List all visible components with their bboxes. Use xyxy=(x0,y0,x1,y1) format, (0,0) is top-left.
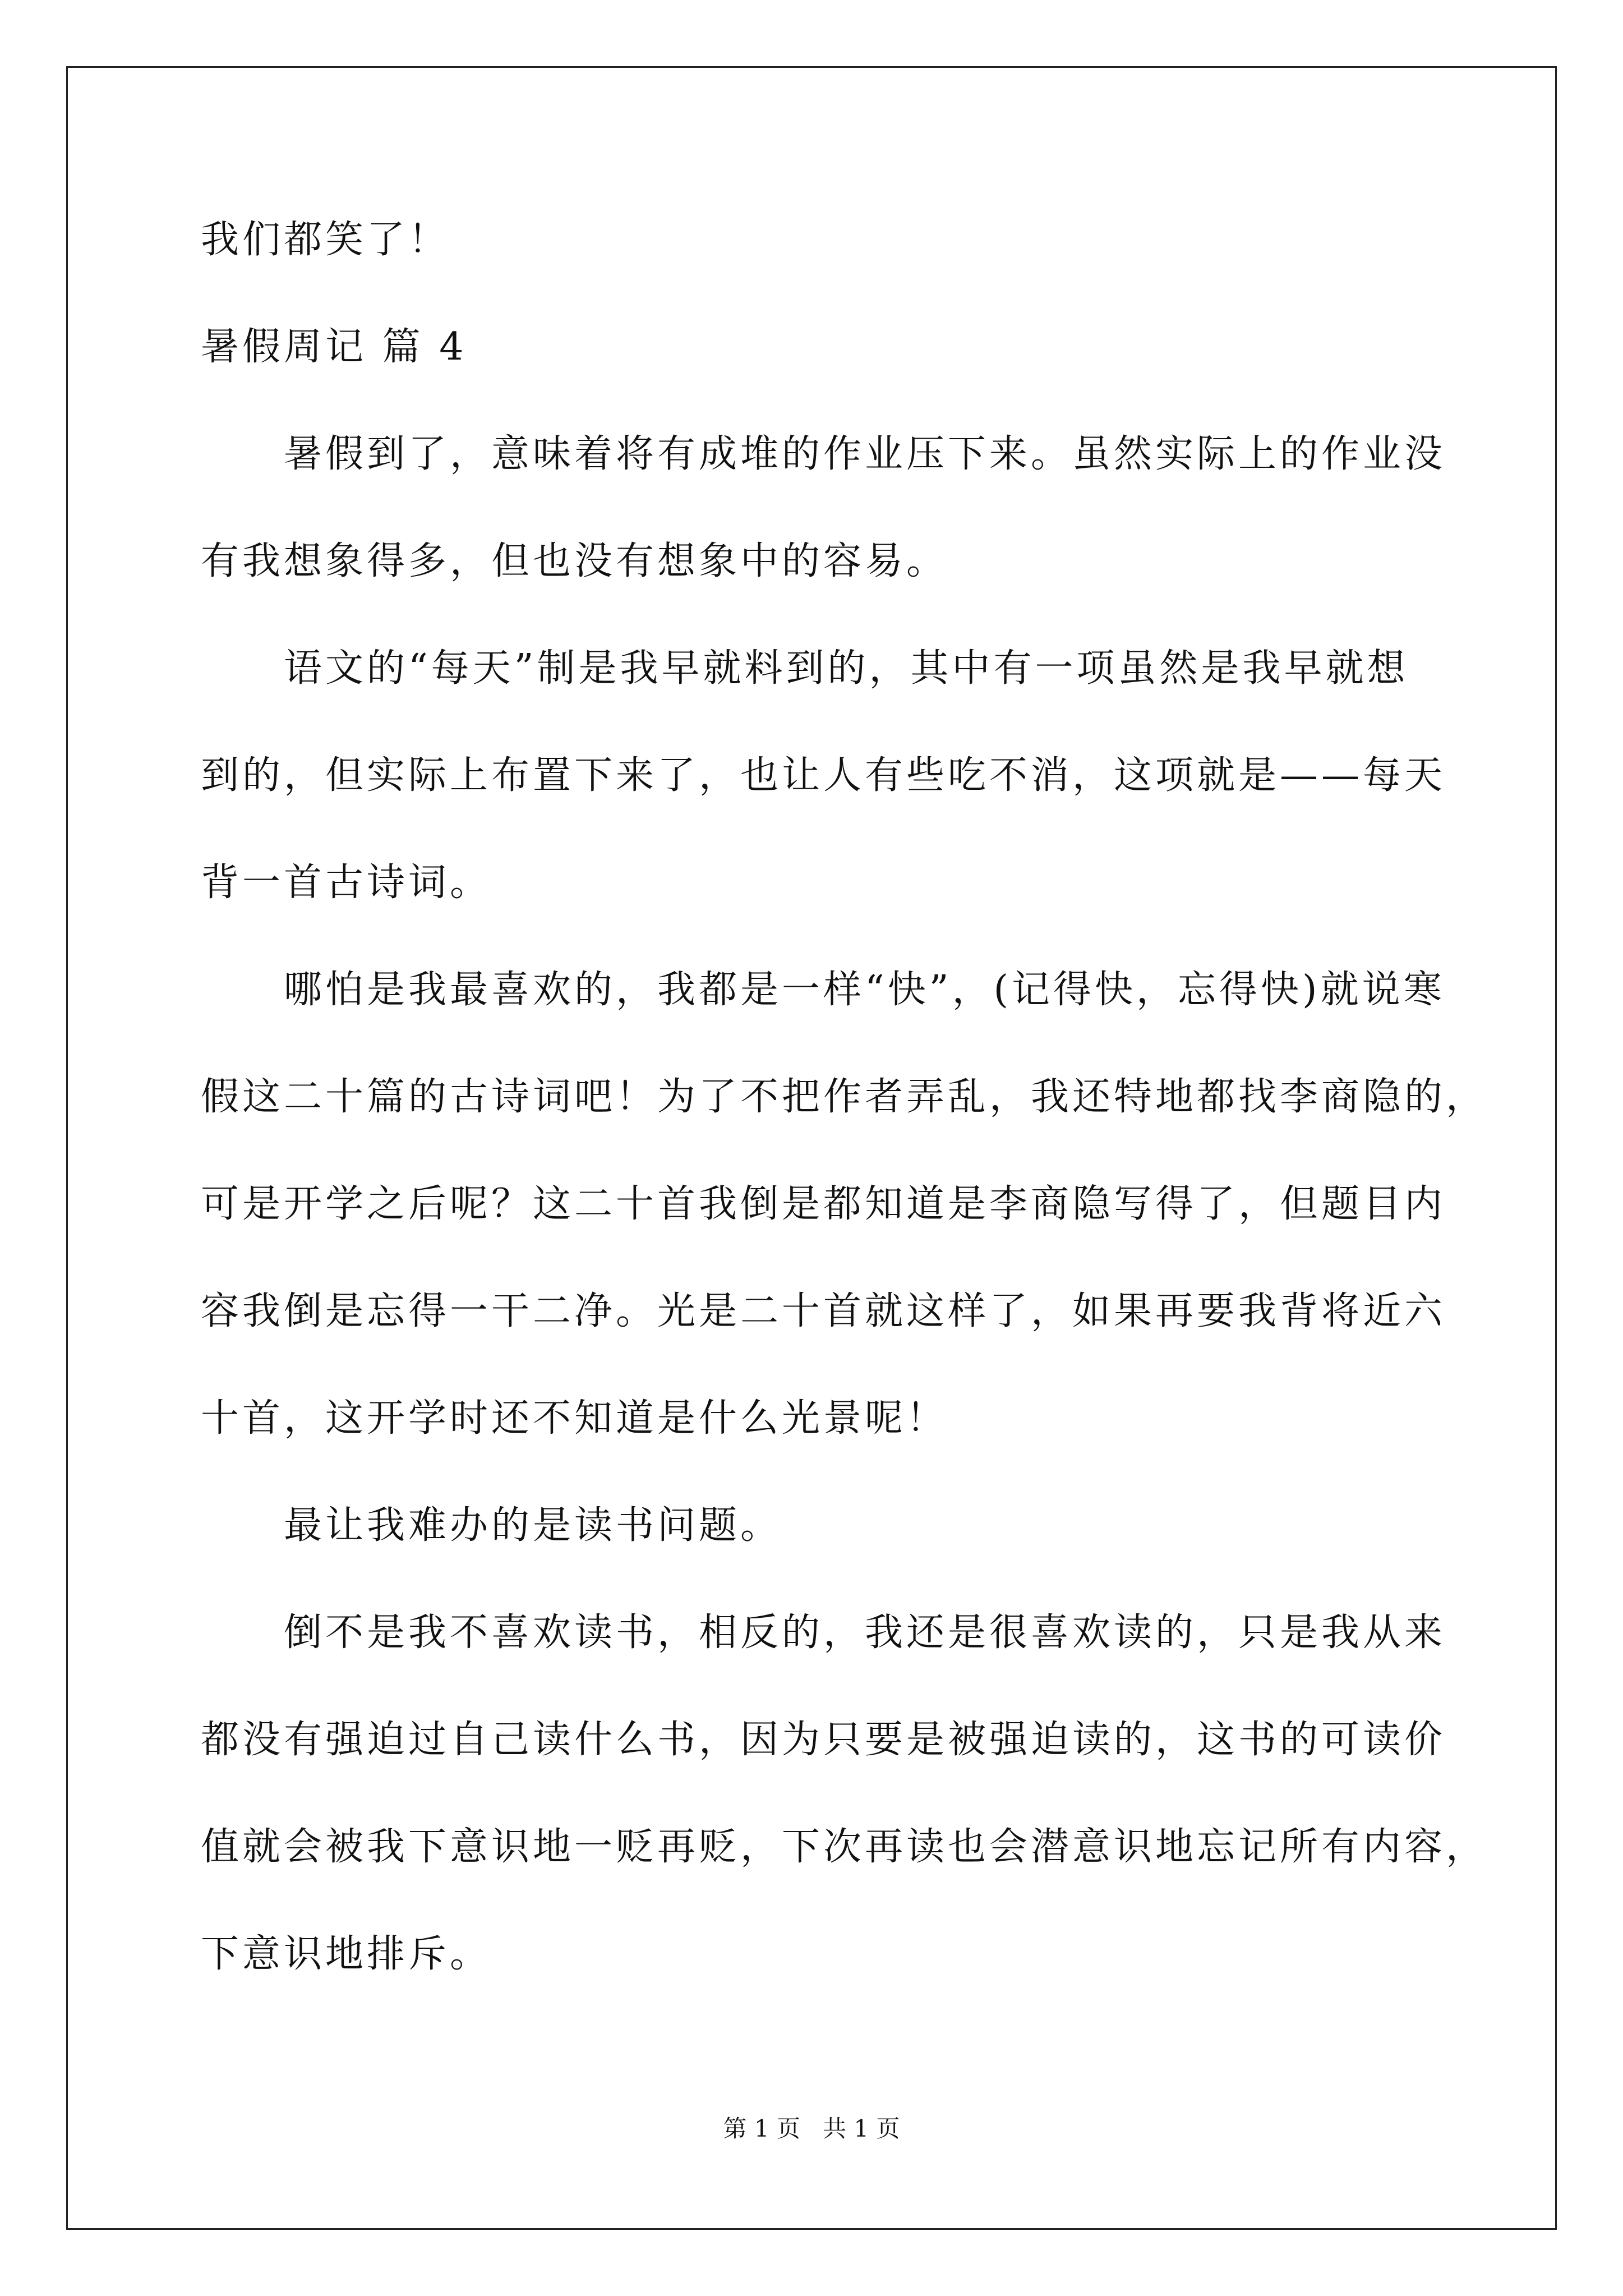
text-line: 哪怕是我最喜欢的，我都是一样“快”，(记得快，忘得快)就说寒 xyxy=(284,968,1445,1012)
text-line: 假这二十篇的古诗词吧！为了不把作者弄乱，我还特地都找李商隐的， xyxy=(201,1075,1488,1119)
text-line: 容我倒是忘得一干二净。光是二十首就这样了，如果再要我背将近六 xyxy=(201,1289,1446,1333)
section-heading: 暑假周记 篇 4 xyxy=(201,325,467,369)
text-line: 有我想象得多，但也没有想象中的容易。 xyxy=(201,539,948,583)
text-line: 语文的“每天”制是我早就料到的，其中有一项虽然是我早就想 xyxy=(284,646,1409,691)
text-line: 背一首古诗词。 xyxy=(201,861,492,905)
text-line: 十首，这开学时还不知道是什么光景呢！ xyxy=(201,1396,948,1441)
text-line: 暑假到了，意味着将有成堆的作业压下来。虽然实际上的作业没 xyxy=(284,432,1446,476)
text-line: 可是开学之后呢？这二十首我倒是都知道是李商隐写得了，但题目内 xyxy=(201,1182,1446,1226)
text-line: 值就会被我下意识地一贬再贬，下次再读也会潜意识地忘记所有内容， xyxy=(201,1825,1488,1869)
text-line: 倒不是我不喜欢读书，相反的，我还是很喜欢读的，只是我从来 xyxy=(284,1611,1446,1655)
text-line: 都没有强迫过自己读什么书，因为只要是被强迫读的，这书的可读价 xyxy=(201,1718,1446,1762)
text-line: 最让我难办的是读书问题。 xyxy=(284,1503,782,1548)
document-body xyxy=(201,213,1488,1981)
text-line: 到的，但实际上布置下来了，也让人有些吃不消，这项就是——每天 xyxy=(201,753,1446,798)
text-line: 下意识地排斥。 xyxy=(201,1932,492,1976)
text-line: 我们都笑了！ xyxy=(201,218,450,262)
page-number-footer: 第 1 页 共 1 页 xyxy=(723,2115,900,2142)
